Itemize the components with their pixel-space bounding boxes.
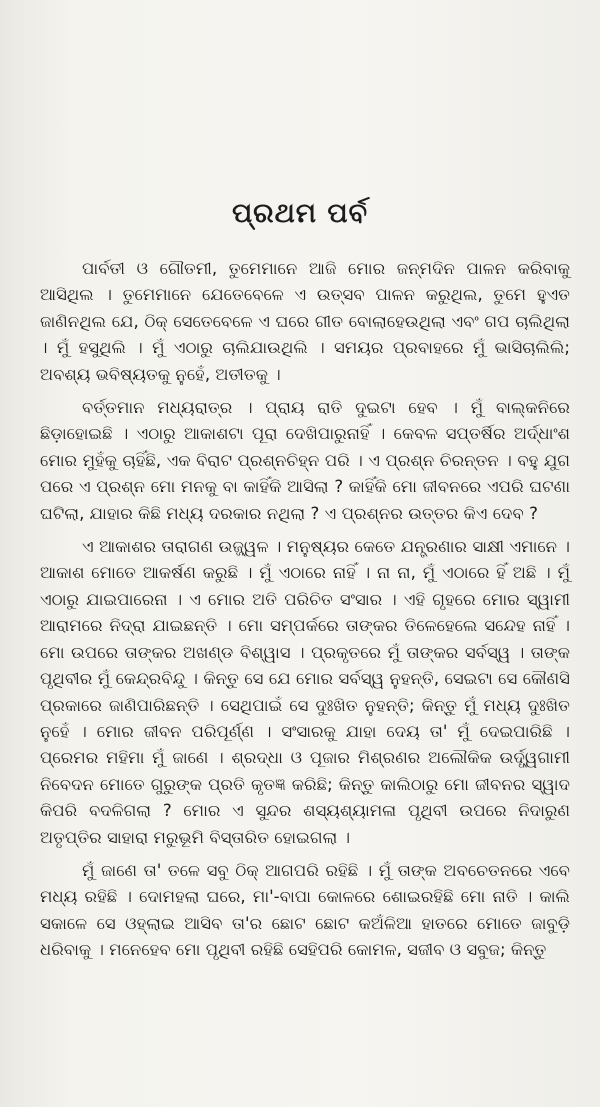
body-text <box>40 256 570 971</box>
paragraph-3: ଏ ଆକାଶର ତାରାଗଣ ଉଜ୍ଜ୍ୱଳ । ମନୁଷ୍ୟର କେତେ ଯନ୍ତ୍ରଣାର ସାକ୍ଷୀ ଏମାନେ । ଆକାଶ ମୋତେ ଆକର୍ଷଣ କରୁଛି । ମୁଁ ଏଠାରେ ନାହିଁ । ନା ନା, ମୁଁ ଏଠାରେ ହିଁ ଅଛି । ମୁଁ ଏଠାରୁ ଯାଇପାରେନା । ଏ ମୋର ଅତି ପରିଚିତ ସଂସାର । ଏହି ଗୃହରେ ମୋର ସ୍ୱାମୀ ଆରାମରେ ନିଦ୍ରା ଯାଇଛନ୍ତି । ମୋ ସମ୍ପର୍କରେ ତାଙ୍କର ତିଳେହେଲେ ସନ୍ଦେହ ନାହିଁ । ମୋ ଉପରେ ତାଙ୍କର ଅଖଣ୍ଡ ବିଶ୍ୱାସ । ପ୍ରକୃତରେ ମୁଁ ତାଙ୍କର ସର୍ବସ୍ୱ । ତାଙ୍କ ପୃଥିବୀର ମୁଁ କେନ୍ଦ୍ରବିନ୍ଦୁ । କିନ୍ତୁ ସେ ଯେ ମୋର ସର୍ବସ୍ୱ ନୁହନ୍ତି, ସେଇଟା ସେ କୌଣସି ପ୍ରକାରେ ଜାଣିପାରିଛନ୍ତି । ସେଥିପାଇଁ ସେ ଦୁଃଖିତ ନୁହନ୍ତି; କିନ୍ତୁ ମୁଁ ମଧ୍ୟ ଦୁଃଖିତ ନୁହେଁ । ମୋର ଜୀବନ ପରିପୂର୍ଣ୍ଣ । ସଂସାରକୁ ଯାହା ଦେୟ ତା' ମୁଁ ଦେଇପାରିଛି । ପ୍ରେମର ମହିମା ମୁଁ ଜାଣେ । ଶ୍ରଦ୍ଧା ଓ ପୂଜାର ମିଶ୍ରଣର ଅଲୌକିକ ଉର୍ଦ୍ଧ୍ୱଗାମୀ ନିବେଦନ ମୋତେ ଗୁରୁଙ୍କ ପ୍ରତି କୃତଜ୍ଞ କରିଛି; କିନ୍ତୁ କାଲିଠାରୁ ମୋ ଜୀବନର ସ୍ୱାଦ କିପରି ବଦଳିଗଲା ? ମୋର ଏ ସୁନ୍ଦର ଶସ୍ୟଶ୍ୟାମଳା ପୃଥିବୀ ଉପରେ ନିଦାରୁଣ ଅତୃପ୍ତିର ସାହାରା ମରୁଭୂମି ବିସ୍ତାରିତ ହୋଇଗଲା । <box>40 537 570 847</box>
paragraph-1: ପାର୍ବତୀ ଓ ଗୌତମୀ, ତୁମେମାନେ ଆଜି ମୋର ଜନ୍ମଦିନ ପାଳନ କରିବାକୁ ଆସିଥିଲ । ତୁମେମାନେ ଯେତେବେଳେ ଏ ଉତ୍ସବ ପାଳନ କରୁଥିଲ, ତୁମେ ହୁଏତ ଜାଣିନଥିଲ ଯେ, ଠିକ୍ ସେତେବେଳେ ଏ ଘରେ ଗୀତ ବୋଲାହେଉଥିଲା ଏବଂ ଗପ ଚାଲିଥିଲା । ମୁଁ ହସୁଥିଲି । ମୁଁ ଏଠାରୁ ଚାଲିଯାଉଥିଲି । ସମୟର ପ୍ରବାହରେ ମୁଁ ଭାସିଚାଲିଲି; ଅବଶ୍ୟ ଭବିଷ୍ୟତକୁ ନୁହେଁ, ଅତୀତକୁ । <box>40 259 570 384</box>
paragraph-2: ବର୍ତ୍ତମାନ ମଧ୍ୟରାତ୍ର । ପ୍ରାୟ ରାତି ଦୁଇଟା ହେବ । ମୁଁ ବାଲ୍କନିରେ ଛିଡ଼ାହୋଇଛି । ଏଠାରୁ ଆକାଶଟା ପୂରା ଦେଖିପାରୁନାହିଁ । କେବଳ ସପ୍ତର୍ଷିର ଅର୍ଦ୍ଧାଂଶ ମୋର ମୁହଁକୁ ଚାହିଁଛି, ଏକ ବିରାଟ ପ୍ରଶ୍ନଚିହ୍ନ ପରି । ଏ ପ୍ରଶ୍ନ ଚିରନ୍ତନ । ବହୁ ଯୁଗ ପରେ ଏ ପ୍ରଶ୍ନ ମୋ ମନକୁ ବା କାହିଁକି ଆସିଲା ? କାହିଁକି ମୋ ଜୀବନରେ ଏପରି ଘଟଣା ଘଟିଲା, ଯାହାର କିଛି ମଧ୍ୟ ଦରକାର ନଥିଲା ? ଏ ପ୍ରଶ୍ନର ଉତ୍ତର କିଏ ଦେବ ? <box>40 398 570 523</box>
chapter-title: ପ୍ରଥମ ପର୍ବ <box>231 198 369 229</box>
paragraph-4: ମୁଁ ଜାଣେ ତା' ତଳେ ସବୁ ଠିକ୍ ଆଗପରି ରହିଛି । ମୁଁ ତାଙ୍କ ଅବଚେତନରେ ଏବେ ମଧ୍ୟ ରହିଛି । ଦୋମହଲା ଘରେ, ମା'-ବାପା କୋଳରେ ଶୋଇରହିଛି ମୋ ନାତି । କାଲି ସକାଳେ ସେ ଓହ୍ଲାଇ ଆସିବ ତା'ର ଛୋଟ ଛୋଟ କଅଁଳିଆ ହାତରେ ମୋତେ ଜାବୁଡ଼ି ଧରିବାକୁ । ମନେହେବ ମୋ ପୃଥିବୀ ରହିଛି ସେହିପରି କୋମଳ, ସଜୀବ ଓ ସବୁଜ; କିନ୍ତୁ <box>40 860 570 960</box>
